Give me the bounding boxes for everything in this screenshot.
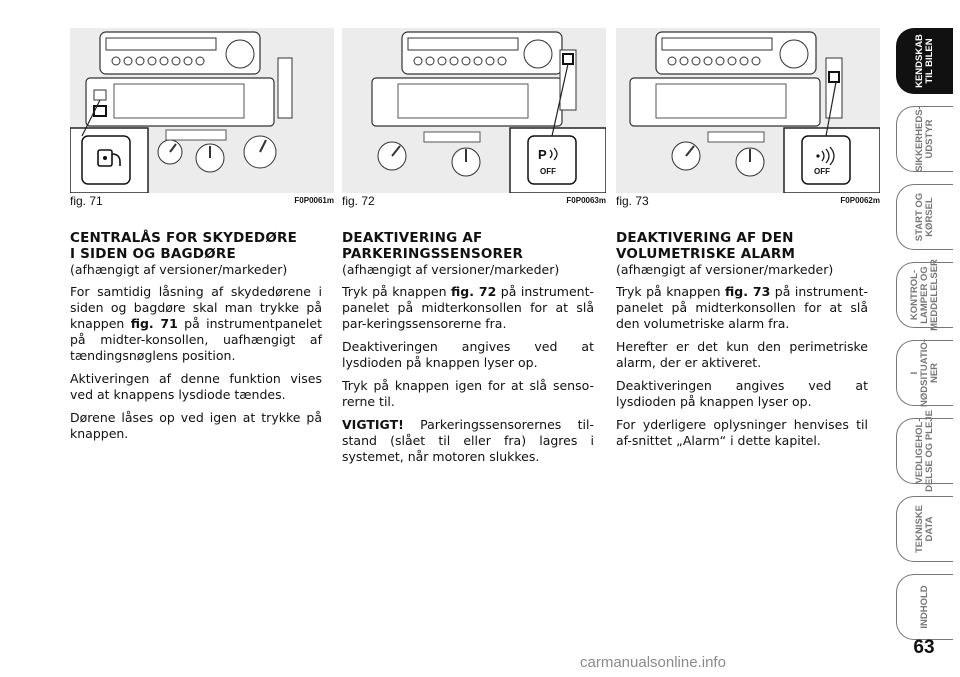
paragraph: Deaktiveringen angives ved at lysdioden på knappen lyser op. bbox=[342, 339, 594, 370]
figure-caption bbox=[70, 194, 334, 208]
warning-label: VIGTIGT! bbox=[342, 417, 404, 432]
page-number: 63 bbox=[913, 637, 935, 658]
paragraph: Aktiveringen af denne funktion vises ved at knappens lysdiode tændes. bbox=[70, 371, 322, 402]
figure-label: fig. 71 bbox=[70, 194, 103, 208]
section-subtitle: (afhængigt af versioner/markeder) bbox=[70, 262, 288, 277]
figure-reference: fig. 71 bbox=[130, 316, 178, 331]
section-title: CENTRALÅS FOR SKYDEDØRE I SIDEN OG BAGDØRE bbox=[70, 230, 298, 262]
paragraph: Tryk på knappen fig. 72 på instrument-panelet på midterkonsollen for at slå par-keringssensorerne fra. bbox=[342, 284, 594, 331]
column-central-locking bbox=[70, 230, 322, 449]
tab-vedligeholdelse[interactable]: VEDLIGEHOL- DELSE OG PLEJE bbox=[896, 418, 953, 484]
tab-kontrollamper[interactable]: KONTROL- LAMPER OG MEDDELELSER bbox=[896, 262, 953, 328]
watermark: carmanualsonline.info bbox=[580, 654, 726, 671]
tab-indhold[interactable]: INDHOLD bbox=[896, 574, 953, 640]
figure-caption bbox=[342, 194, 606, 208]
section-title: DEAKTIVERING AF DEN VOLUMETRISKE ALARM bbox=[616, 230, 796, 262]
svg-text:P: P bbox=[538, 147, 547, 162]
warning-paragraph: VIGTIGT! Parkeringssensorernes til-stand (slået til eller fra) lagres i systemet, når motoren slukkes. bbox=[342, 417, 594, 464]
figure-72 bbox=[342, 28, 606, 193]
figure-code: F0P0061m bbox=[294, 196, 334, 205]
figure-caption bbox=[616, 194, 880, 208]
paragraph: For yderligere oplysninger henvises til af-snittet „Alarm“ i dette kapitel. bbox=[616, 417, 868, 448]
figure-code: F0P0063m bbox=[566, 196, 606, 205]
paragraph: For samtidig låsning af skydedørene i siden og bagdøre skal man trykke på knappen fig. 71 på instrumentpanelet på midter-konsollen, uafhængigt af tændingsnøglens position. bbox=[70, 284, 322, 363]
tab-kendskab-til-bilen[interactable]: KENDSKAB TIL BILEN bbox=[896, 28, 953, 94]
tab-nodsituationer[interactable]: I NØDSITUATIO- NER bbox=[896, 340, 953, 406]
figure-reference: fig. 73 bbox=[725, 284, 771, 299]
paragraph: Dørene låses op ved igen at trykke på knappen. bbox=[70, 410, 322, 441]
section-subtitle: (afhængigt af versioner/markeder) bbox=[342, 262, 560, 277]
figure-reference: fig. 72 bbox=[451, 284, 497, 299]
figure-73 bbox=[616, 28, 880, 193]
figure-71 bbox=[70, 28, 334, 193]
button-text-off: OFF bbox=[540, 167, 556, 176]
section-subtitle: (afhængigt af versioner/markeder) bbox=[616, 262, 834, 277]
figure-code: F0P0062m bbox=[840, 196, 880, 205]
tab-start-og-korsel[interactable]: START OG KØRSEL bbox=[896, 184, 953, 250]
column-volumetric-alarm bbox=[616, 230, 868, 456]
paragraph: Tryk på knappen fig. 73 på instrument-panelet på midterkonsollen for at slå den volumetriske alarm fra. bbox=[616, 284, 868, 331]
paragraph: Herefter er det kun den perimetriske alarm, der er aktiveret. bbox=[616, 339, 868, 370]
paragraph: Tryk på knappen igen for at slå senso-rerne til. bbox=[342, 378, 594, 409]
tab-tekniske-data[interactable]: TEKNISKE DATA bbox=[896, 496, 953, 562]
section-title: DEAKTIVERING AF PARKERINGSSENSORER bbox=[342, 230, 524, 262]
figure-label: fig. 72 bbox=[342, 194, 375, 208]
tab-sikkerhedsudstyr[interactable]: SIKKERHEDS- UDSTYR bbox=[896, 106, 953, 172]
column-parking-sensors bbox=[342, 230, 594, 472]
button-text-off: OFF bbox=[814, 167, 830, 176]
paragraph: Deaktiveringen angives ved at lysdioden på knappen lyser op. bbox=[616, 378, 868, 409]
figure-label: fig. 73 bbox=[616, 194, 649, 208]
